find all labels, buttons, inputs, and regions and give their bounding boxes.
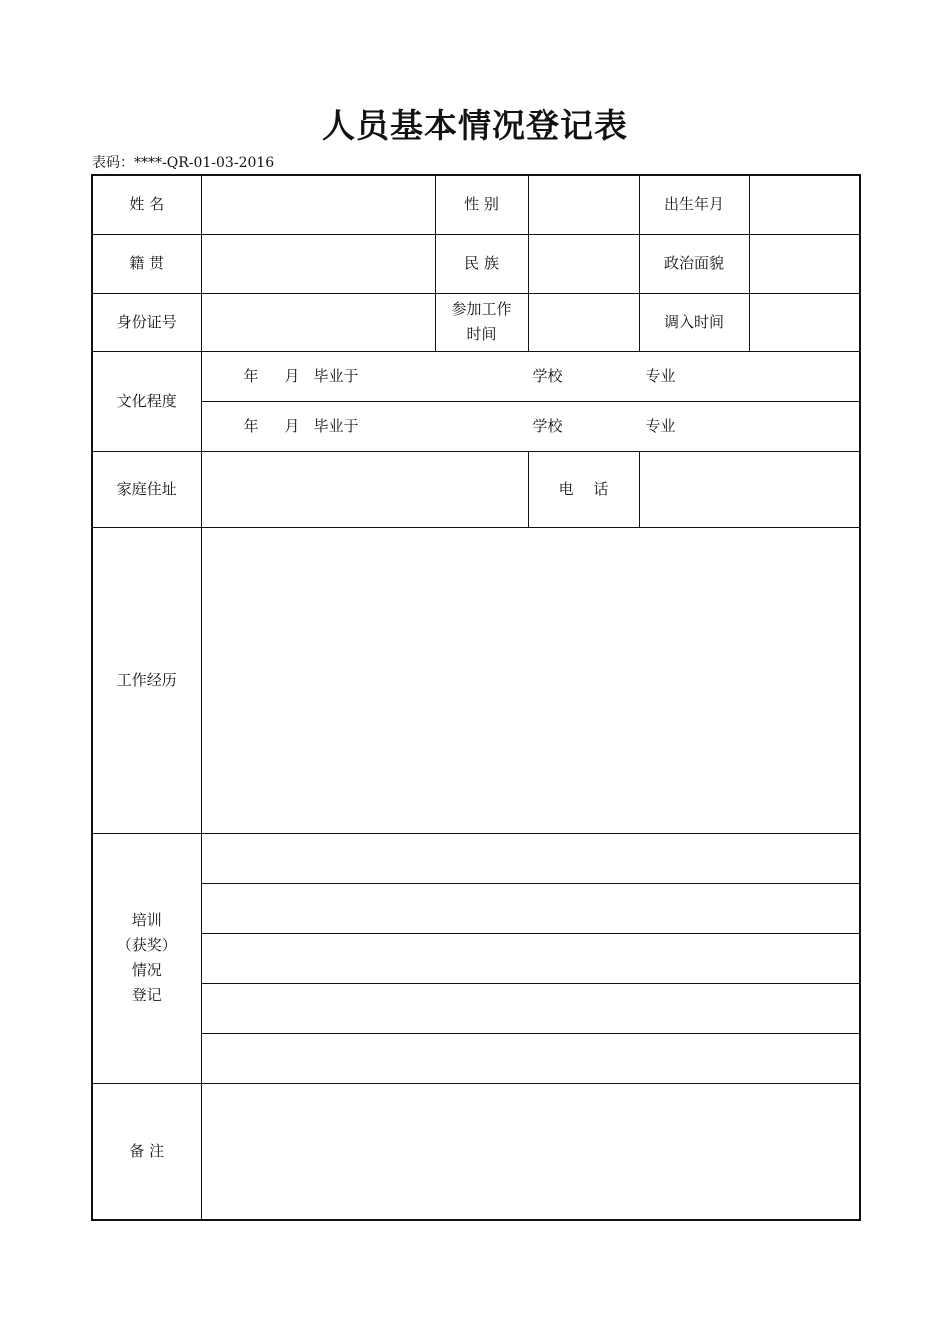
transfer-label: 调入时间 xyxy=(639,293,749,351)
gender-field[interactable] xyxy=(528,175,639,234)
edu2-school: 学校 xyxy=(532,416,563,435)
phone-field[interactable] xyxy=(639,451,860,527)
edu1-school: 学校 xyxy=(532,366,563,385)
work-start-label-line-1: 参加工作 xyxy=(451,300,512,318)
work-history-field[interactable] xyxy=(201,527,860,833)
row-work-history xyxy=(92,527,860,833)
edu2-major: 专业 xyxy=(645,416,676,435)
row-training-4 xyxy=(92,983,860,1033)
row-education-1 xyxy=(92,351,860,401)
name-field[interactable] xyxy=(201,175,435,234)
education-label: 文化程度 xyxy=(92,351,201,451)
political-label: 政治面貌 xyxy=(639,234,749,293)
transfer-field[interactable] xyxy=(749,293,860,351)
remarks-label: 备 注 xyxy=(92,1083,201,1220)
training-field-1[interactable] xyxy=(201,833,860,883)
row-training-2 xyxy=(92,883,860,933)
training-field-5[interactable] xyxy=(201,1033,860,1083)
registration-form-table xyxy=(91,174,861,1221)
work-history-label: 工作经历 xyxy=(92,527,201,833)
work-start-label-line-2: 时间 xyxy=(466,325,497,343)
work-start-field[interactable] xyxy=(528,293,639,351)
training-label-line-3: 情况 xyxy=(131,961,162,979)
remarks-field[interactable] xyxy=(201,1083,860,1220)
edu2-month: 月 xyxy=(284,416,300,435)
edu1-graduated: 毕业于 xyxy=(313,366,359,385)
row-address xyxy=(92,451,860,527)
training-field-4[interactable] xyxy=(201,983,860,1033)
row-training-3 xyxy=(92,933,860,983)
edu1-year: 年 xyxy=(243,366,259,385)
row-remarks xyxy=(92,1083,860,1220)
gender-label: 性 别 xyxy=(435,175,528,234)
form-code: 表码：****-QR-01-03-2016 xyxy=(92,155,275,171)
education-line-1[interactable] xyxy=(201,351,860,401)
edu2-year: 年 xyxy=(243,416,259,435)
address-field[interactable] xyxy=(201,451,528,527)
row-basic-1 xyxy=(92,175,860,234)
birth-field[interactable] xyxy=(749,175,860,234)
address-label: 家庭住址 xyxy=(92,451,201,527)
edu1-month: 月 xyxy=(284,366,300,385)
row-basic-3 xyxy=(92,293,860,351)
ethnicity-field[interactable] xyxy=(528,234,639,293)
ethnicity-label: 民 族 xyxy=(435,234,528,293)
birth-label: 出生年月 xyxy=(639,175,749,234)
training-label-line-4: 登记 xyxy=(131,986,162,1004)
origin-field[interactable] xyxy=(201,234,435,293)
row-basic-2 xyxy=(92,234,860,293)
political-field[interactable] xyxy=(749,234,860,293)
origin-label: 籍 贯 xyxy=(92,234,201,293)
row-education-2 xyxy=(92,401,860,451)
name-label: 姓 名 xyxy=(92,175,201,234)
training-label-line-1: 培训 xyxy=(131,911,162,929)
edu1-major: 专业 xyxy=(645,366,676,385)
work-start-label xyxy=(435,293,528,351)
education-line-2[interactable] xyxy=(201,401,860,451)
training-label xyxy=(92,833,201,1083)
row-training-1 xyxy=(92,833,860,883)
edu2-graduated: 毕业于 xyxy=(313,416,359,435)
training-label-line-2: （获奖） xyxy=(116,936,177,954)
phone-label: 电 话 xyxy=(528,451,639,527)
training-field-2[interactable] xyxy=(201,883,860,933)
row-training-5 xyxy=(92,1033,860,1083)
id-number-field[interactable] xyxy=(201,293,435,351)
id-number-label: 身份证号 xyxy=(92,293,201,351)
training-field-3[interactable] xyxy=(201,933,860,983)
form-title: 人员基本情况登记表 xyxy=(322,106,628,145)
